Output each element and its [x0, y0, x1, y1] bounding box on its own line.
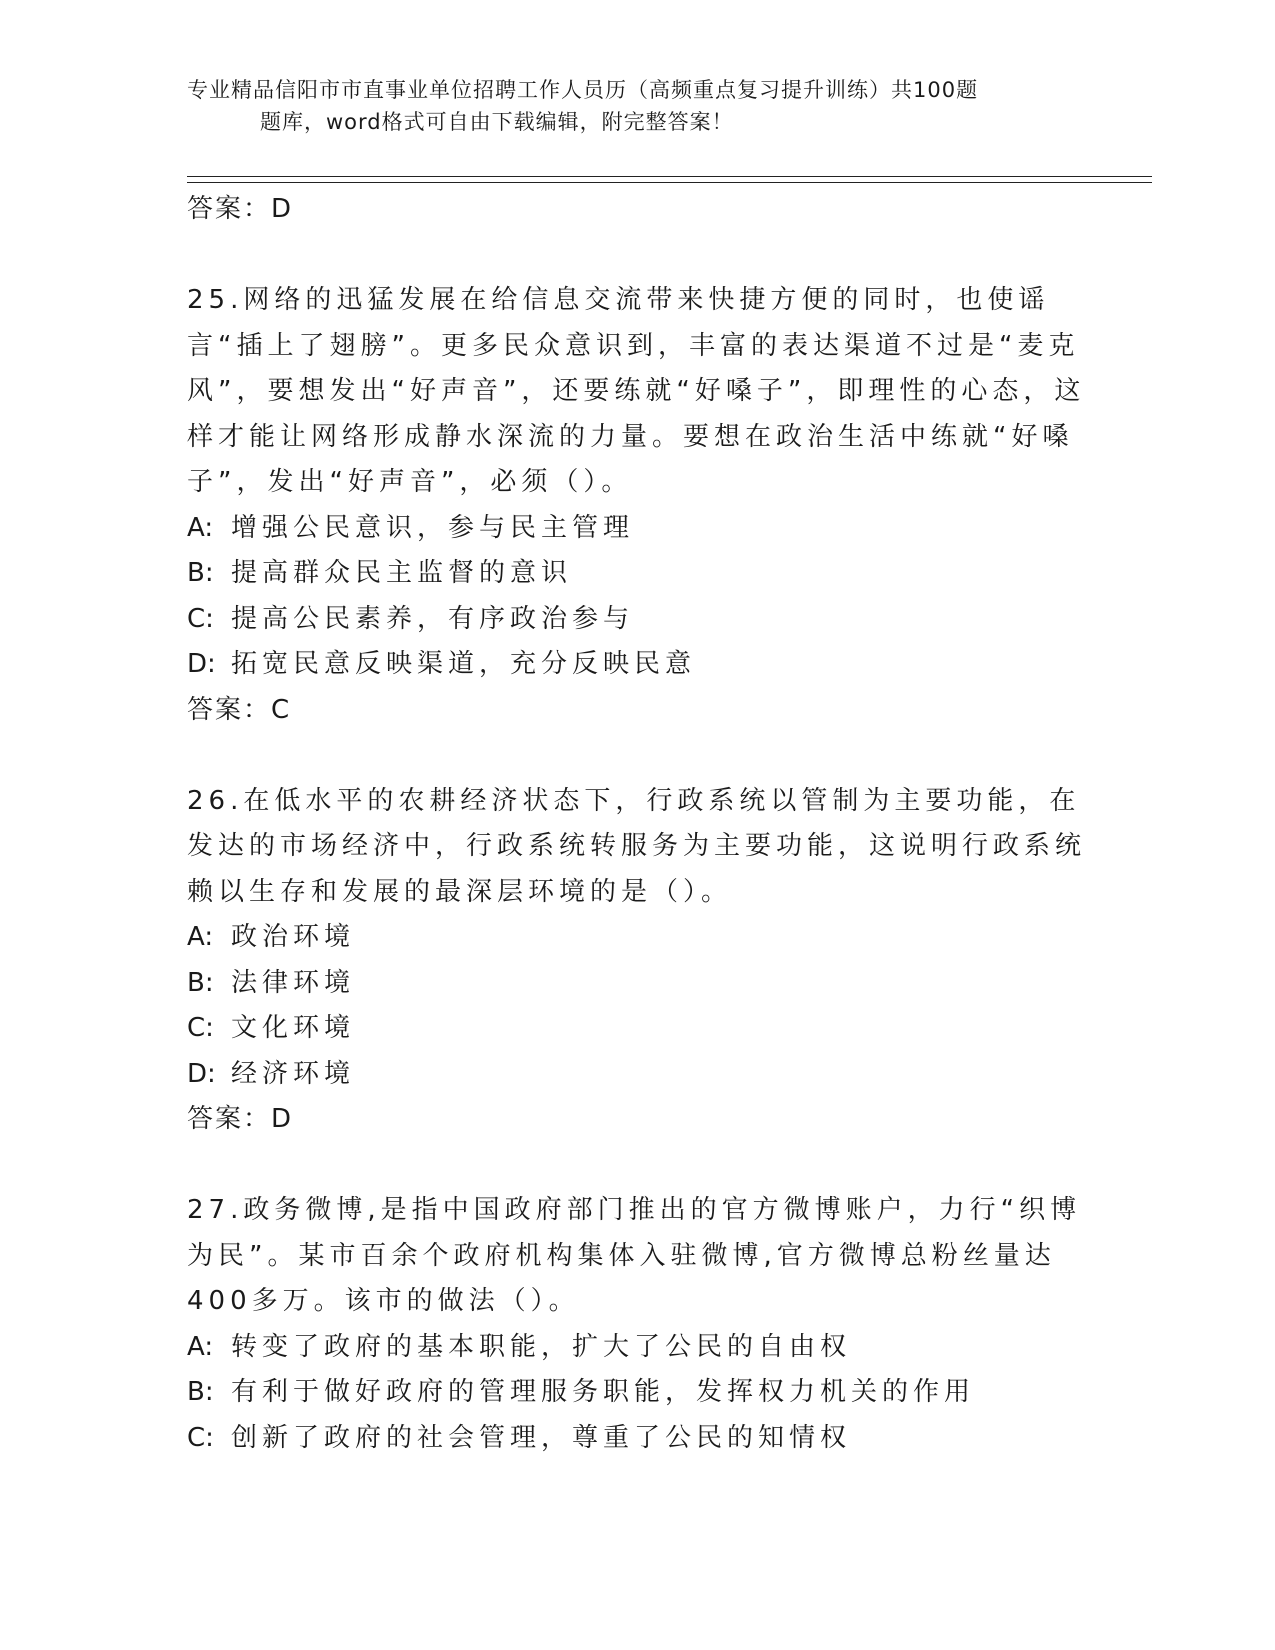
option-text: 增强公民意识，参与民主管理 — [231, 512, 635, 543]
option-letter: B: — [187, 967, 214, 998]
option-d — [187, 642, 1087, 688]
option-c — [187, 597, 1087, 643]
page-header — [187, 74, 1087, 138]
header-line-1: 专业精品信阳市市直事业单位招聘工作人员历（高频重点复习提升训练）共100题 — [187, 78, 979, 102]
header-line-2: 题库，word格式可自由下载编辑，附完整答案！ — [260, 110, 734, 134]
question-26 — [187, 779, 1087, 1143]
spacer — [187, 1143, 1087, 1189]
option-letter: A: — [187, 922, 214, 952]
option-b — [187, 961, 1087, 1007]
option-letter: D: — [187, 1058, 216, 1089]
option-letter: C: — [187, 1013, 214, 1043]
spacer — [187, 233, 1087, 279]
option-text: 文化环境 — [231, 1013, 356, 1043]
question-27 — [187, 1188, 1087, 1461]
option-text: 法律环境 — [231, 967, 356, 998]
option-b — [187, 1370, 1087, 1416]
answer-line: 答案：D — [187, 1104, 294, 1134]
option-a — [187, 506, 1087, 552]
option-letter: A: — [187, 512, 214, 543]
previous-answer: 答案：D — [187, 194, 294, 224]
spacer — [187, 733, 1087, 779]
option-text: 转变了政府的基本职能，扩大了公民的自由权 — [231, 1331, 852, 1362]
option-text: 提高群众民主监督的意识 — [231, 558, 573, 588]
option-text: 创新了政府的社会管理，尊重了公民的知情权 — [231, 1422, 852, 1453]
option-b — [187, 551, 1087, 597]
option-d — [187, 1052, 1087, 1098]
option-letter: B: — [187, 558, 214, 588]
option-c — [187, 1006, 1087, 1052]
option-c — [187, 1416, 1087, 1462]
question-25 — [187, 278, 1087, 733]
option-letter: C: — [187, 603, 214, 634]
question-stem: 26.在低水平的农耕经济状态下，行政系统以管制为主要功能，在发达的市场经济中，行政系统转服务为主要功能，这说明行政系统赖以生存和发展的最深层环境的是（）。 — [187, 785, 1087, 907]
option-text: 提高公民素养，有序政治参与 — [231, 603, 635, 634]
option-a — [187, 915, 1087, 961]
option-text: 有利于做好政府的管理服务职能，发挥权力机关的作用 — [231, 1377, 976, 1407]
question-stem: 27.政务微博,是指中国政府部门推出的官方微博账户，力行“织博为民”。某市百余个政府机构集体入驻微博,官方微博总粉丝量达400多万。该市的做法（）。 — [187, 1195, 1082, 1316]
document-body — [187, 187, 1087, 1461]
option-letter: B: — [187, 1377, 214, 1407]
option-text: 经济环境 — [231, 1058, 356, 1089]
option-a — [187, 1325, 1087, 1371]
option-text: 拓宽民意反映渠道，充分反映民意 — [231, 649, 697, 679]
answer-line: 答案：C — [187, 694, 292, 725]
option-letter: C: — [187, 1422, 214, 1453]
header-rule-bottom — [187, 182, 1152, 183]
header-rule-top — [187, 176, 1152, 177]
option-letter: D: — [187, 649, 216, 679]
question-stem: 25.网络的迅猛发展在给信息交流带来快捷方便的同时，也使谣言“插上了翅膀”。更多民众意识到，丰富的表达渠道不过是“麦克风”，要想发出“好声音”，还要练就“好嗓子”，即理性的心态，这样才能让网络形成静水深流的力量。要想在政治生活中练就“好嗓子”，发出“好声音”，必须（）。 — [187, 285, 1086, 497]
option-text: 政治环境 — [231, 922, 356, 952]
option-letter: A: — [187, 1331, 214, 1362]
